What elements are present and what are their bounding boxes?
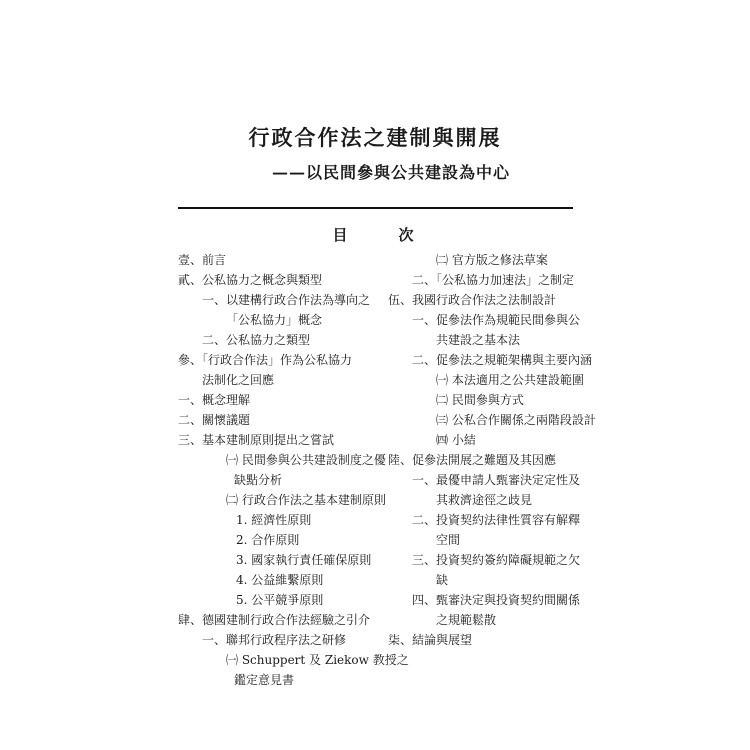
toc-entry — [388, 430, 588, 450]
toc-entry — [388, 490, 588, 510]
toc-entry-text: 肆、德國建制行政合作法經驗之引介 — [178, 613, 371, 627]
toc-entry-text: ㈡ 行政合作法之基本建制原則 — [226, 493, 386, 507]
toc-entry — [178, 570, 388, 590]
toc-entry-text: ㈠ 民間參與公共建設制度之優 — [226, 453, 386, 467]
toc-entry — [388, 530, 588, 550]
toc-heading: 目 次 — [332, 226, 432, 244]
toc-entry-text: 陸、促參法開展之難題及其因應 — [388, 453, 557, 467]
toc-entry — [178, 250, 388, 270]
toc-entry — [178, 630, 388, 650]
toc-entry — [178, 390, 388, 410]
toc-entry-text: 伍、我國行政合作法之法制設計 — [388, 293, 557, 307]
toc-entry-text: 法制化之回應 — [202, 373, 275, 387]
toc-entry — [178, 470, 388, 490]
toc-entry — [178, 530, 388, 550]
toc-entry-text: 一、最優申請人甄審決定定性及 — [412, 473, 581, 487]
toc-entry-text: 1. 經濟性原則 — [236, 513, 312, 527]
page-subtitle: ——以民間參與公共建設為中心 — [272, 163, 511, 182]
toc-left-column — [178, 250, 409, 690]
toc-entry — [178, 550, 388, 570]
toc-entry — [178, 610, 388, 630]
toc-entry — [178, 490, 388, 510]
toc-entry-text: 缺 — [436, 573, 449, 587]
toc-entry-text: 二、投資契約法律性質容有解釋 — [412, 513, 581, 527]
toc-entry — [178, 510, 388, 530]
toc-entry-text: 3. 國家執行責任確保原則 — [236, 553, 372, 567]
toc-entry-text: ㈡ 官方版之修法草案 — [436, 253, 548, 267]
toc-entry-text: 5. 公平競爭原則 — [236, 593, 324, 607]
toc-entry-text: 參、「行政合作法」作為公私協力 — [178, 353, 353, 367]
toc-entry-text: 四、甄審決定與投資契約間關係 — [412, 593, 581, 607]
toc-entry — [388, 410, 596, 430]
toc-entry-text: 鑑定意見書 — [234, 673, 295, 687]
toc-entry — [178, 670, 388, 690]
toc-entry-text: 三、基本建制原則提出之嘗試 — [178, 433, 335, 447]
toc-entry-text: 「公私協力」概念 — [226, 313, 323, 327]
toc-entry-text: ㈠ Schuppert 及 Ziekow 教授之 — [226, 653, 409, 667]
toc-entry-text: 二、公私協力之類型 — [202, 333, 311, 347]
toc-entry-text: 4. 公益維繫原則 — [236, 573, 324, 587]
toc-entry-text: ㈡ 民間參與方式 — [436, 393, 524, 407]
toc-entry — [178, 330, 388, 350]
toc-entry-text: 2. 合作原則 — [236, 533, 300, 547]
toc-entry-text: 一、促參法作為規範民間參與公 — [412, 313, 581, 327]
page-title: 行政合作法之建制與開展 — [248, 125, 502, 150]
toc-entry — [388, 510, 588, 530]
toc-entry — [178, 350, 388, 370]
toc-entry-text: 空間 — [436, 533, 461, 547]
toc-entry — [388, 250, 588, 270]
divider-rule — [178, 207, 573, 209]
toc-entry-text: 共建設之基本法 — [436, 333, 521, 347]
toc-entry-text: 壹、前言 — [178, 253, 227, 267]
toc-entry — [178, 590, 388, 610]
toc-entry-text: 二、「公私協力加速法」之制定 — [412, 273, 575, 287]
toc-entry — [178, 650, 409, 670]
toc-entry-text: 三、投資契約簽約障礙規範之欠 — [412, 553, 581, 567]
toc-entry — [178, 410, 388, 430]
toc-entry — [388, 610, 588, 630]
toc-entry-text: 一、聯邦行政程序法之研修 — [202, 633, 347, 647]
toc-entry — [388, 270, 588, 290]
toc-entry-text: 一、概念理解 — [178, 393, 251, 407]
toc-entry-text: ㈣ 小結 — [436, 433, 476, 447]
toc-right-column — [388, 250, 596, 650]
toc-entry-text: 貳、公私協力之概念與類型 — [178, 273, 323, 287]
toc-entry — [388, 470, 588, 490]
toc-entry — [388, 630, 588, 650]
toc-entry — [178, 270, 388, 290]
toc-entry-text: 其救濟途徑之歧見 — [436, 493, 533, 507]
toc-entry — [388, 330, 588, 350]
toc-entry — [178, 310, 388, 330]
toc-entry-text: ㈢ 公私合作關係之兩階段設計 — [436, 413, 596, 427]
toc-entry — [178, 370, 388, 390]
toc-entry — [388, 390, 588, 410]
toc-entry — [388, 570, 588, 590]
toc-entry — [388, 370, 588, 390]
toc-entry — [388, 590, 588, 610]
toc-entry — [388, 350, 593, 370]
toc-entry — [388, 450, 588, 470]
toc-entry — [388, 310, 588, 330]
toc-entry-text: 缺點分析 — [234, 473, 283, 487]
toc-entry-text: 之規範鬆散 — [436, 613, 497, 627]
toc-entry — [388, 550, 588, 570]
toc-entry — [388, 290, 588, 310]
toc-entry-text: 柒、結論與展望 — [388, 633, 473, 647]
toc-entry-text: ㈠ 本法適用之公共建設範圍 — [436, 373, 584, 387]
toc-entry-text: 一、以建構行政合作法為導向之 — [202, 293, 371, 307]
toc-entry — [178, 290, 388, 310]
toc-entry — [178, 430, 388, 450]
toc-entry-text: 二、促參法之規範架構與主要內涵 — [412, 353, 593, 367]
toc-entry-text: 二、關懷議題 — [178, 413, 251, 427]
toc-entry — [178, 450, 388, 470]
